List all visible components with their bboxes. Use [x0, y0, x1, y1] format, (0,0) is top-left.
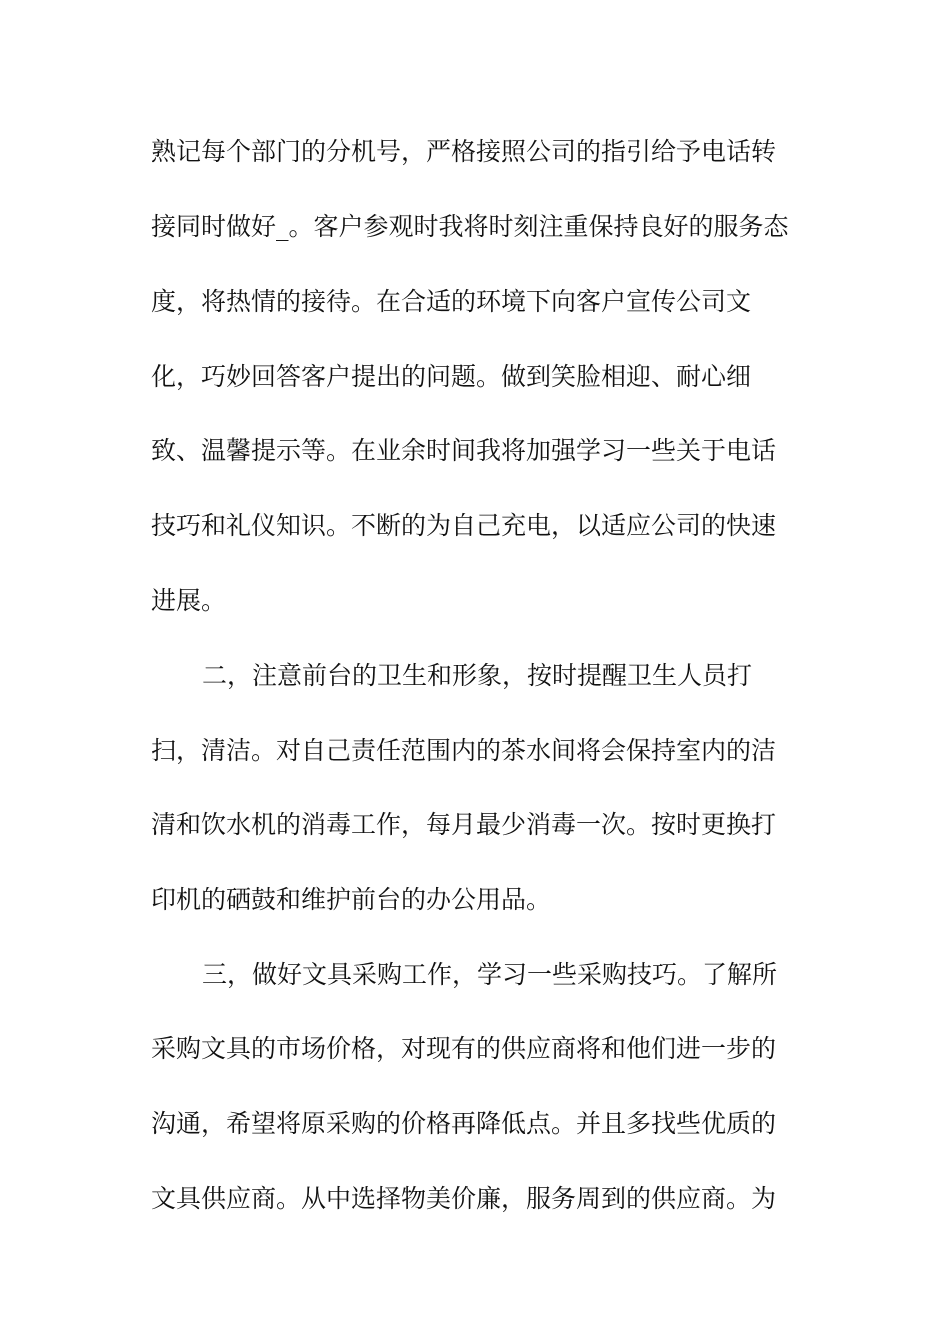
text-line: 熟记每个部门的分机号，严格接照公司的指引给予电话转	[151, 137, 777, 166]
text-line: 扫，清洁。对自己责任范围内的茶水间将会保持室内的洁	[151, 736, 777, 765]
text-line: 致、温馨提示等。在业余时间我将加强学习一些关于电话	[151, 436, 777, 465]
text-line: 化，巧妙回答客户提出的问题。做到笑脸相迎、耐心细	[151, 362, 752, 391]
paragraph-start-line: 三，做好文具采购工作，学习一些采购技巧。了解所	[202, 960, 778, 989]
text-line: 清和饮水机的消毒工作，每月最少消毒一次。按时更换打	[151, 810, 777, 839]
text-line: 印机的硒鼓和维护前台的办公用品。	[151, 885, 552, 914]
text-line: 接同时做好_。客户参观时我将时刻注重保持良好的服务态	[151, 212, 789, 241]
text-line: 采购文具的市场价格，对现有的供应商将和他们进一步的	[151, 1034, 777, 1063]
text-line: 进展。	[151, 586, 227, 615]
text-line: 沟通，希望将原采购的价格再降低点。并且多找些优质的	[151, 1109, 777, 1138]
text-line: 技巧和礼仪知识。不断的为自己充电，以适应公司的快速	[151, 511, 777, 540]
text-line: 文具供应商。从中选择物美价廉，服务周到的供应商。为	[151, 1184, 777, 1213]
text-line: 度，将热情的接待。在合适的环境下向客户宣传公司文	[151, 287, 752, 316]
paragraph-start-line: 二，注意前台的卫生和形象，按时提醒卫生人员打	[202, 661, 753, 690]
